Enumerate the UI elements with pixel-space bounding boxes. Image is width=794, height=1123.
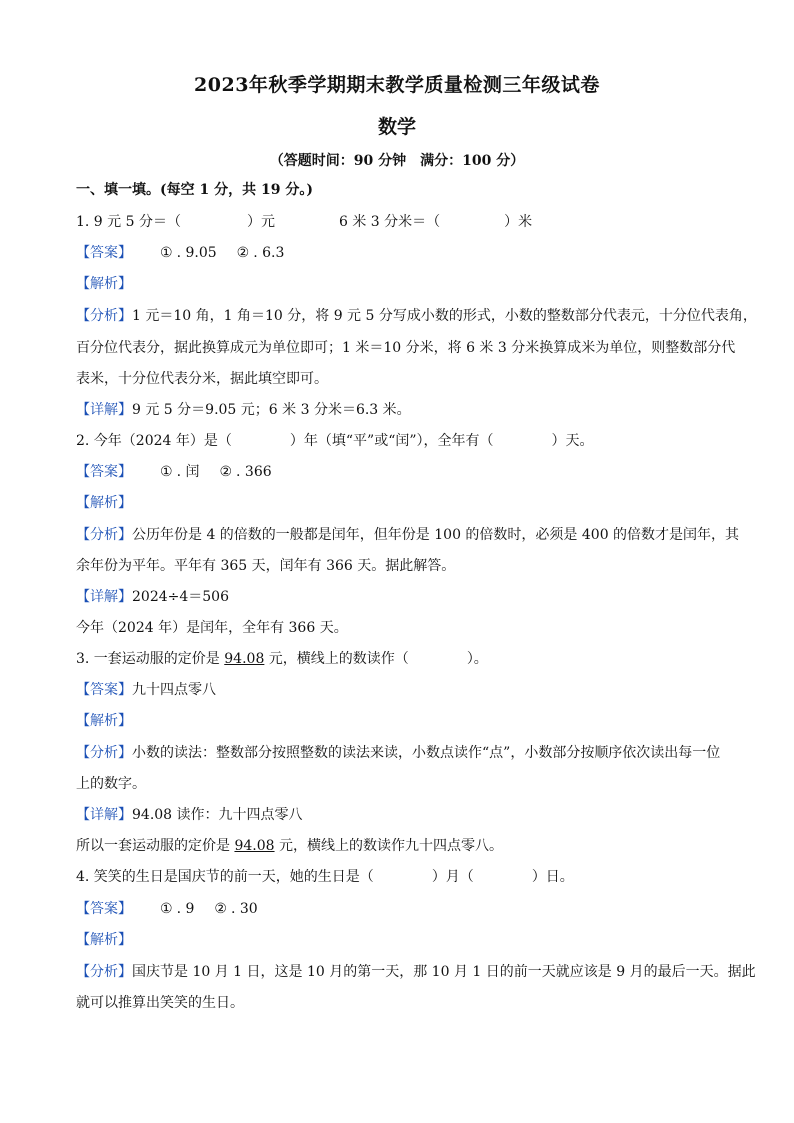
q4-answer-2: . 30 xyxy=(230,901,258,917)
q1-answer-1: . 9.05 xyxy=(176,245,217,261)
q2-analysis-line-2: 余年份为平年。平年有 365 天，闰年有 366 天。据此解答。 xyxy=(76,558,456,574)
subject-title: 数学 xyxy=(377,116,416,138)
q1-stem-part-a: 1. 9 元 5 分＝（ xyxy=(76,214,181,230)
q1-analysis-header: 【解析】 xyxy=(76,276,132,292)
answer-tag: 【答案】 xyxy=(76,901,132,917)
analysis-tag: 【分析】 xyxy=(76,308,132,324)
q3-answer xyxy=(76,680,736,700)
q2-stem-part-b: ）年（填“平”或“闰”），全年有（ xyxy=(289,433,494,449)
q2-analysis-line-1 xyxy=(76,525,740,545)
q1-detail-text: 9 元 5 分＝9.05 元；6 米 3 分米＝6.3 米。 xyxy=(132,402,411,418)
q2-detail-text: 2024÷4＝506 xyxy=(132,589,229,605)
question-1-stem xyxy=(76,212,736,232)
q2-stem-part-c: ）天。 xyxy=(551,433,594,449)
analysis-tag: 【分析】 xyxy=(76,745,132,761)
q4-stem-part-b: ）月（ xyxy=(431,869,474,885)
q3-underlined-number: 94.08 xyxy=(224,651,265,667)
q1-stem-part-b: ）元 xyxy=(246,214,275,230)
section-heading: 一、填一填。(每空 1 分，共 19 分。) xyxy=(76,182,313,198)
circled-2-mark: ② xyxy=(214,901,227,917)
q4-analysis-header: 【解析】 xyxy=(76,932,132,948)
q3-detail-line-2 xyxy=(76,836,736,856)
answer-tag: 【答案】 xyxy=(76,464,132,480)
q1-analysis-line-1 xyxy=(76,306,757,326)
detail-tag: 【详解】 xyxy=(76,402,132,418)
detail-tag: 【详解】 xyxy=(76,589,132,605)
q2-analysis-text-1: 公历年份是 4 的倍数的一般都是闰年，但年份是 100 的倍数时，必须是 400 的倍数才是闰年，其 xyxy=(132,527,740,543)
q4-answer-1: . 9 xyxy=(176,901,195,917)
q2-analysis-header: 【解析】 xyxy=(76,495,132,511)
q2-detail-line-2: 今年（2024 年）是闰年，全年有 366 天。 xyxy=(76,620,348,636)
q1-stem-part-d: ）米 xyxy=(504,214,533,230)
q3-analysis-line-1 xyxy=(76,743,736,763)
q4-stem-part-a: 4. 笑笑的生日是国庆节的前一天，她的生日是（ xyxy=(76,869,374,885)
q4-analysis-line-2: 就可以推算出笑笑的生日。 xyxy=(76,995,244,1011)
answer-tag: 【答案】 xyxy=(76,245,132,261)
page-title: 2023年秋季学期期末教学质量检测三年级试卷 xyxy=(194,74,600,96)
q1-stem-part-c: 6 米 3 分米＝（ xyxy=(338,214,441,230)
analysis-tag: 【分析】 xyxy=(76,527,132,543)
q1-answer xyxy=(76,243,736,263)
q4-analysis-line-1 xyxy=(76,962,756,982)
detail-tag: 【详解】 xyxy=(76,807,132,823)
circled-2-mark: ② xyxy=(236,245,250,261)
q2-stem-part-a: 2. 今年（2024 年）是（ xyxy=(76,433,232,449)
q3-detail xyxy=(76,805,736,825)
exam-info: （答题时间：90 分钟 满分：100 分） xyxy=(269,153,525,169)
circled-1-mark: ① xyxy=(160,901,173,917)
q2-answer-2: . 366 xyxy=(236,464,272,480)
q2-detail xyxy=(76,587,736,607)
q4-analysis-text-1: 国庆节是 10 月 1 日，这是 10 月的第一天，那 10 月 1 日的前一天就应该是 9 月的最后一天。据此 xyxy=(132,964,756,980)
q1-answer-2: . 6.3 xyxy=(253,245,285,261)
q3-stem-part-c: ）。 xyxy=(466,651,488,667)
question-3-stem xyxy=(76,649,736,669)
q3-detail-underlined-number: 94.08 xyxy=(234,838,275,854)
q4-stem-part-c: ）日。 xyxy=(531,869,574,885)
q3-stem-part-a: 3. 一套运动服的定价是 xyxy=(76,651,225,667)
answer-tag: 【答案】 xyxy=(76,682,132,698)
circled-1-mark: ① xyxy=(160,464,173,480)
q3-analysis-header: 【解析】 xyxy=(76,713,132,729)
q2-answer xyxy=(76,462,736,482)
q1-analysis-line-3: 表米，十分位代表分米，据此填空即可。 xyxy=(76,371,328,387)
q1-analysis-line-2: 百分位代表分，据此换算成元为单位即可；1 米＝10 分米，将 6 米 3 分米换算成米为单位，则整数部分代 xyxy=(76,340,736,356)
circled-1-mark: ① xyxy=(160,245,173,261)
analysis-tag: 【分析】 xyxy=(76,964,132,980)
q3-answer-text: 九十四点零八 xyxy=(132,682,216,698)
q3-detail-part-a: 所以一套运动服的定价是 xyxy=(76,838,235,854)
q3-detail-text: 94.08 读作：九十四点零八 xyxy=(132,807,303,823)
q1-detail xyxy=(76,400,736,420)
circled-2-mark: ② xyxy=(219,464,233,480)
question-4-stem xyxy=(76,867,736,887)
q4-answer xyxy=(76,899,736,919)
q3-analysis-line-2: 上的数字。 xyxy=(76,776,146,792)
q3-stem-part-b: 元，横线上的数读作（ xyxy=(264,651,409,667)
q3-detail-part-b: 元，横线上的数读作九十四点零八。 xyxy=(274,838,503,854)
question-2-stem xyxy=(76,431,736,451)
q2-answer-1: . 闰 xyxy=(176,464,200,480)
q1-analysis-text-1: 1 元＝10 角，1 角＝10 分，将 9 元 5 分写成小数的形式，小数的整数部分代表元，十分位代表角， xyxy=(132,308,757,324)
q3-analysis-text-1: 小数的读法：整数部分按照整数的读法来读，小数点读作“点”，小数部分按顺序依次读出每一位 xyxy=(132,745,721,761)
